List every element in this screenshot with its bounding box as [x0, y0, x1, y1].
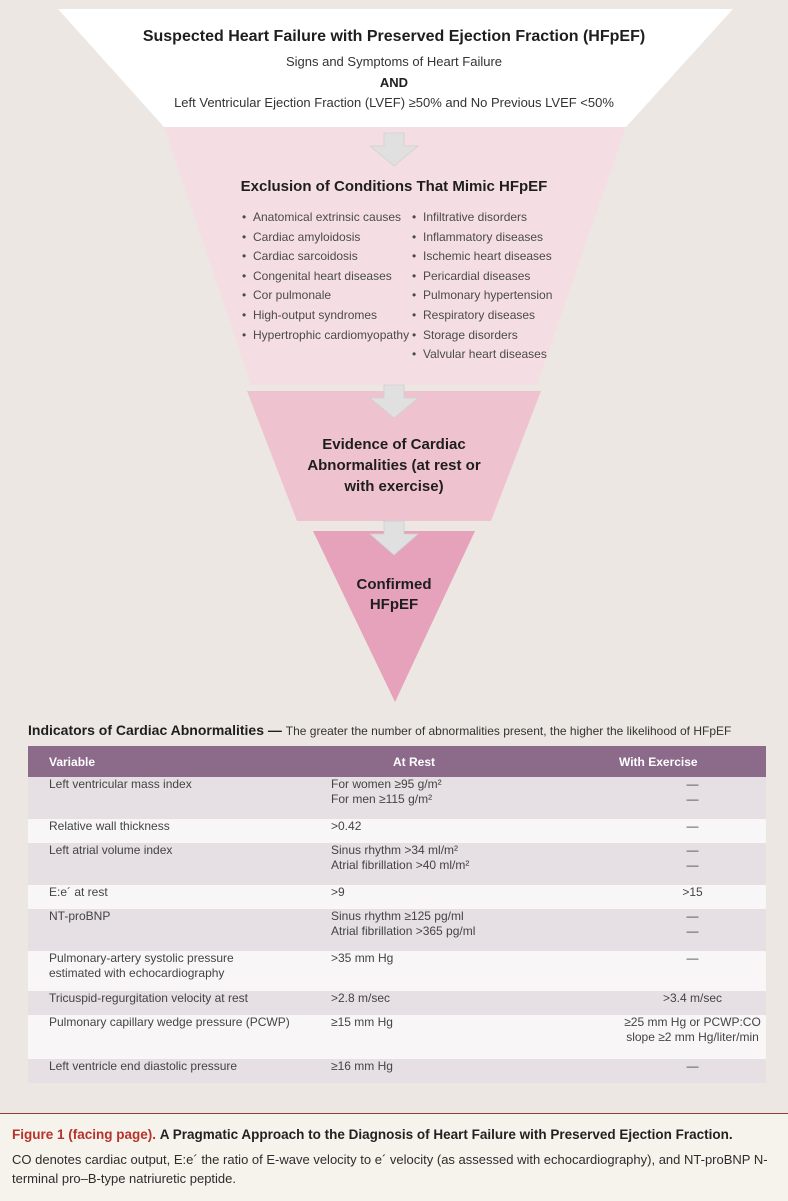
cell-line: slope ≥2 mm Hg/liter/min [626, 1030, 759, 1044]
table-row [28, 819, 766, 843]
table-row [28, 951, 766, 991]
table-body [28, 777, 766, 1083]
stage2-title: Exclusion of Conditions That Mimic HFpEF [240, 178, 548, 195]
cell-line: >2.8 m/sec [331, 991, 391, 1005]
mimic-condition-item: • Inflammatory diseases [412, 228, 572, 248]
stage3-title: Evidence of Cardiac Abnormalities (at rest or with exercise) [307, 436, 481, 495]
cell-line: Tricuspid-regurgitation velocity at rest [49, 991, 248, 1005]
mimic-condition-item: • Pericardial diseases [412, 267, 572, 287]
cell-line: >3.4 m/sec [662, 991, 723, 1005]
mimic-condition-item: • High-output syndromes [242, 306, 412, 326]
cell-line: ≥16 mm Hg [331, 1059, 393, 1073]
caption-title-line [12, 1127, 733, 1142]
stage1-and: AND [379, 75, 409, 90]
cell-line: Left ventricular mass index [49, 777, 192, 791]
cell-variable [28, 777, 331, 819]
mimic-condition-item: • Cor pulmonale [242, 286, 412, 306]
table-heading [28, 722, 731, 738]
table-row [28, 885, 766, 909]
mimic-condition-item: • Cardiac amyloidosis [242, 228, 412, 248]
cell-line: — [686, 924, 699, 938]
cell-line: — [686, 909, 699, 923]
cell-variable [28, 951, 331, 991]
cell-line: Left atrial volume index [49, 843, 173, 857]
cell-line: ≥15 mm Hg [331, 1015, 393, 1029]
cell-with-exercise [619, 909, 766, 951]
cell-line: Atrial fibrillation >40 ml/m² [331, 858, 470, 872]
mimic-conditions-list-right [412, 208, 572, 365]
cell-at-rest [331, 777, 619, 819]
cell-with-exercise [619, 843, 766, 885]
column-header-with-exercise: With Exercise [619, 746, 766, 777]
cell-with-exercise [619, 1015, 766, 1059]
table-row [28, 843, 766, 885]
stage1-title: Suspected Heart Failure with Preserved Ejection Fraction (HFpEF) [142, 28, 646, 45]
cell-line: Atrial fibrillation >365 pg/ml [331, 924, 476, 938]
cell-at-rest [331, 1059, 619, 1083]
mimic-condition-item: • Cardiac sarcoidosis [242, 247, 412, 267]
mimic-condition-item: • Congenital heart diseases [242, 267, 412, 287]
cell-line: estimated with echocardiography [49, 966, 225, 980]
cell-line: >15 [682, 885, 703, 899]
stage4-title: Confirmed HFpEF [356, 576, 432, 613]
column-header-at-rest: At Rest [331, 746, 619, 777]
table-heading-title: Indicators of Cardiac Abnormalities — [28, 722, 282, 738]
cell-at-rest [331, 843, 619, 885]
indicators-table [28, 746, 766, 1083]
cell-at-rest [331, 885, 619, 909]
caption-title: A Pragmatic Approach to the Diagnosis of Heart Failure with Preserved Ejection Fraction. [159, 1127, 733, 1142]
cell-with-exercise [619, 819, 766, 843]
cell-line: — [686, 951, 699, 965]
cell-line: ≥25 mm Hg or PCWP:CO [624, 1015, 761, 1029]
table-row [28, 909, 766, 951]
cell-line: — [686, 858, 699, 872]
cell-at-rest [331, 991, 619, 1015]
cell-with-exercise [619, 991, 766, 1015]
mimic-condition-item: • Ischemic heart diseases [412, 247, 572, 267]
cell-line: Sinus rhythm ≥125 pg/ml [331, 909, 464, 923]
cell-line: — [686, 1059, 699, 1073]
cell-variable [28, 1015, 331, 1059]
cell-line: >35 mm Hg [331, 951, 394, 965]
figure-caption [0, 1113, 788, 1201]
cell-with-exercise [619, 885, 766, 909]
cell-at-rest [331, 951, 619, 991]
funnel-band-confirmed [313, 531, 475, 702]
cell-variable [28, 819, 331, 843]
cell-at-rest [331, 909, 619, 951]
caption-body: CO denotes cardiac output, E:e´ the ratio of E-wave velocity to e´ velocity (as assessed with echocardiography), and NT-proBNP N-terminal pro–B-type natriuretic peptide. [12, 1152, 768, 1186]
mimic-condition-item: • Valvular heart diseases [412, 345, 572, 365]
cell-variable [28, 885, 331, 909]
table-header-row [28, 746, 766, 777]
cell-line: Relative wall thickness [49, 819, 170, 833]
mimic-condition-item: • Pulmonary hypertension [412, 286, 572, 306]
table-row [28, 1059, 766, 1083]
cell-variable [28, 991, 331, 1015]
stage1-criteria-symptoms: Signs and Symptoms of Heart Failure [285, 54, 503, 69]
cell-line: Pulmonary-artery systolic pressure [49, 951, 234, 965]
cell-with-exercise [619, 951, 766, 991]
cell-line: Pulmonary capillary wedge pressure (PCWP) [49, 1015, 290, 1029]
cell-at-rest [331, 1015, 619, 1059]
cell-line: — [686, 777, 699, 791]
mimic-conditions-list-left [242, 208, 412, 345]
cell-line: >9 [331, 885, 345, 899]
cell-with-exercise [619, 777, 766, 819]
table-row [28, 777, 766, 819]
cell-line: E:e´ at rest [49, 885, 108, 899]
table-row [28, 1015, 766, 1059]
mimic-condition-item: • Respiratory diseases [412, 306, 572, 326]
mimic-condition-item: • Anatomical extrinsic causes [242, 208, 412, 228]
cell-line: >0.42 [331, 819, 362, 833]
cell-line: Left ventricle end diastolic pressure [49, 1059, 238, 1073]
mimic-condition-item: • Infiltrative disorders [412, 208, 572, 228]
cell-variable [28, 1059, 331, 1083]
column-header-variable: Variable [28, 746, 331, 777]
mimic-condition-item: • Storage disorders [412, 326, 572, 346]
table-heading-note: The greater the number of abnormalities present, the higher the likelihood of HFpEF [285, 724, 732, 738]
cell-variable [28, 909, 331, 951]
cell-line: — [686, 819, 699, 833]
cell-line: Sinus rhythm >34 ml/m² [331, 843, 459, 857]
cell-at-rest [331, 819, 619, 843]
cell-line: NT-proBNP [49, 909, 111, 923]
cell-line: — [686, 792, 699, 806]
cell-line: For men ≥115 g/m² [331, 792, 433, 806]
stage1-criteria-lvef: Left Ventricular Ejection Fraction (LVEF) ≥50% and No Previous LVEF <50% [174, 95, 614, 110]
cell-variable [28, 843, 331, 885]
mimic-condition-item: • Hypertrophic cardiomyopathy [242, 326, 412, 346]
cell-line: — [686, 843, 699, 857]
cell-line: For women ≥95 g/m² [331, 777, 442, 791]
caption-label: Figure 1 (facing page). [12, 1127, 157, 1142]
cell-with-exercise [619, 1059, 766, 1083]
table-row [28, 991, 766, 1015]
